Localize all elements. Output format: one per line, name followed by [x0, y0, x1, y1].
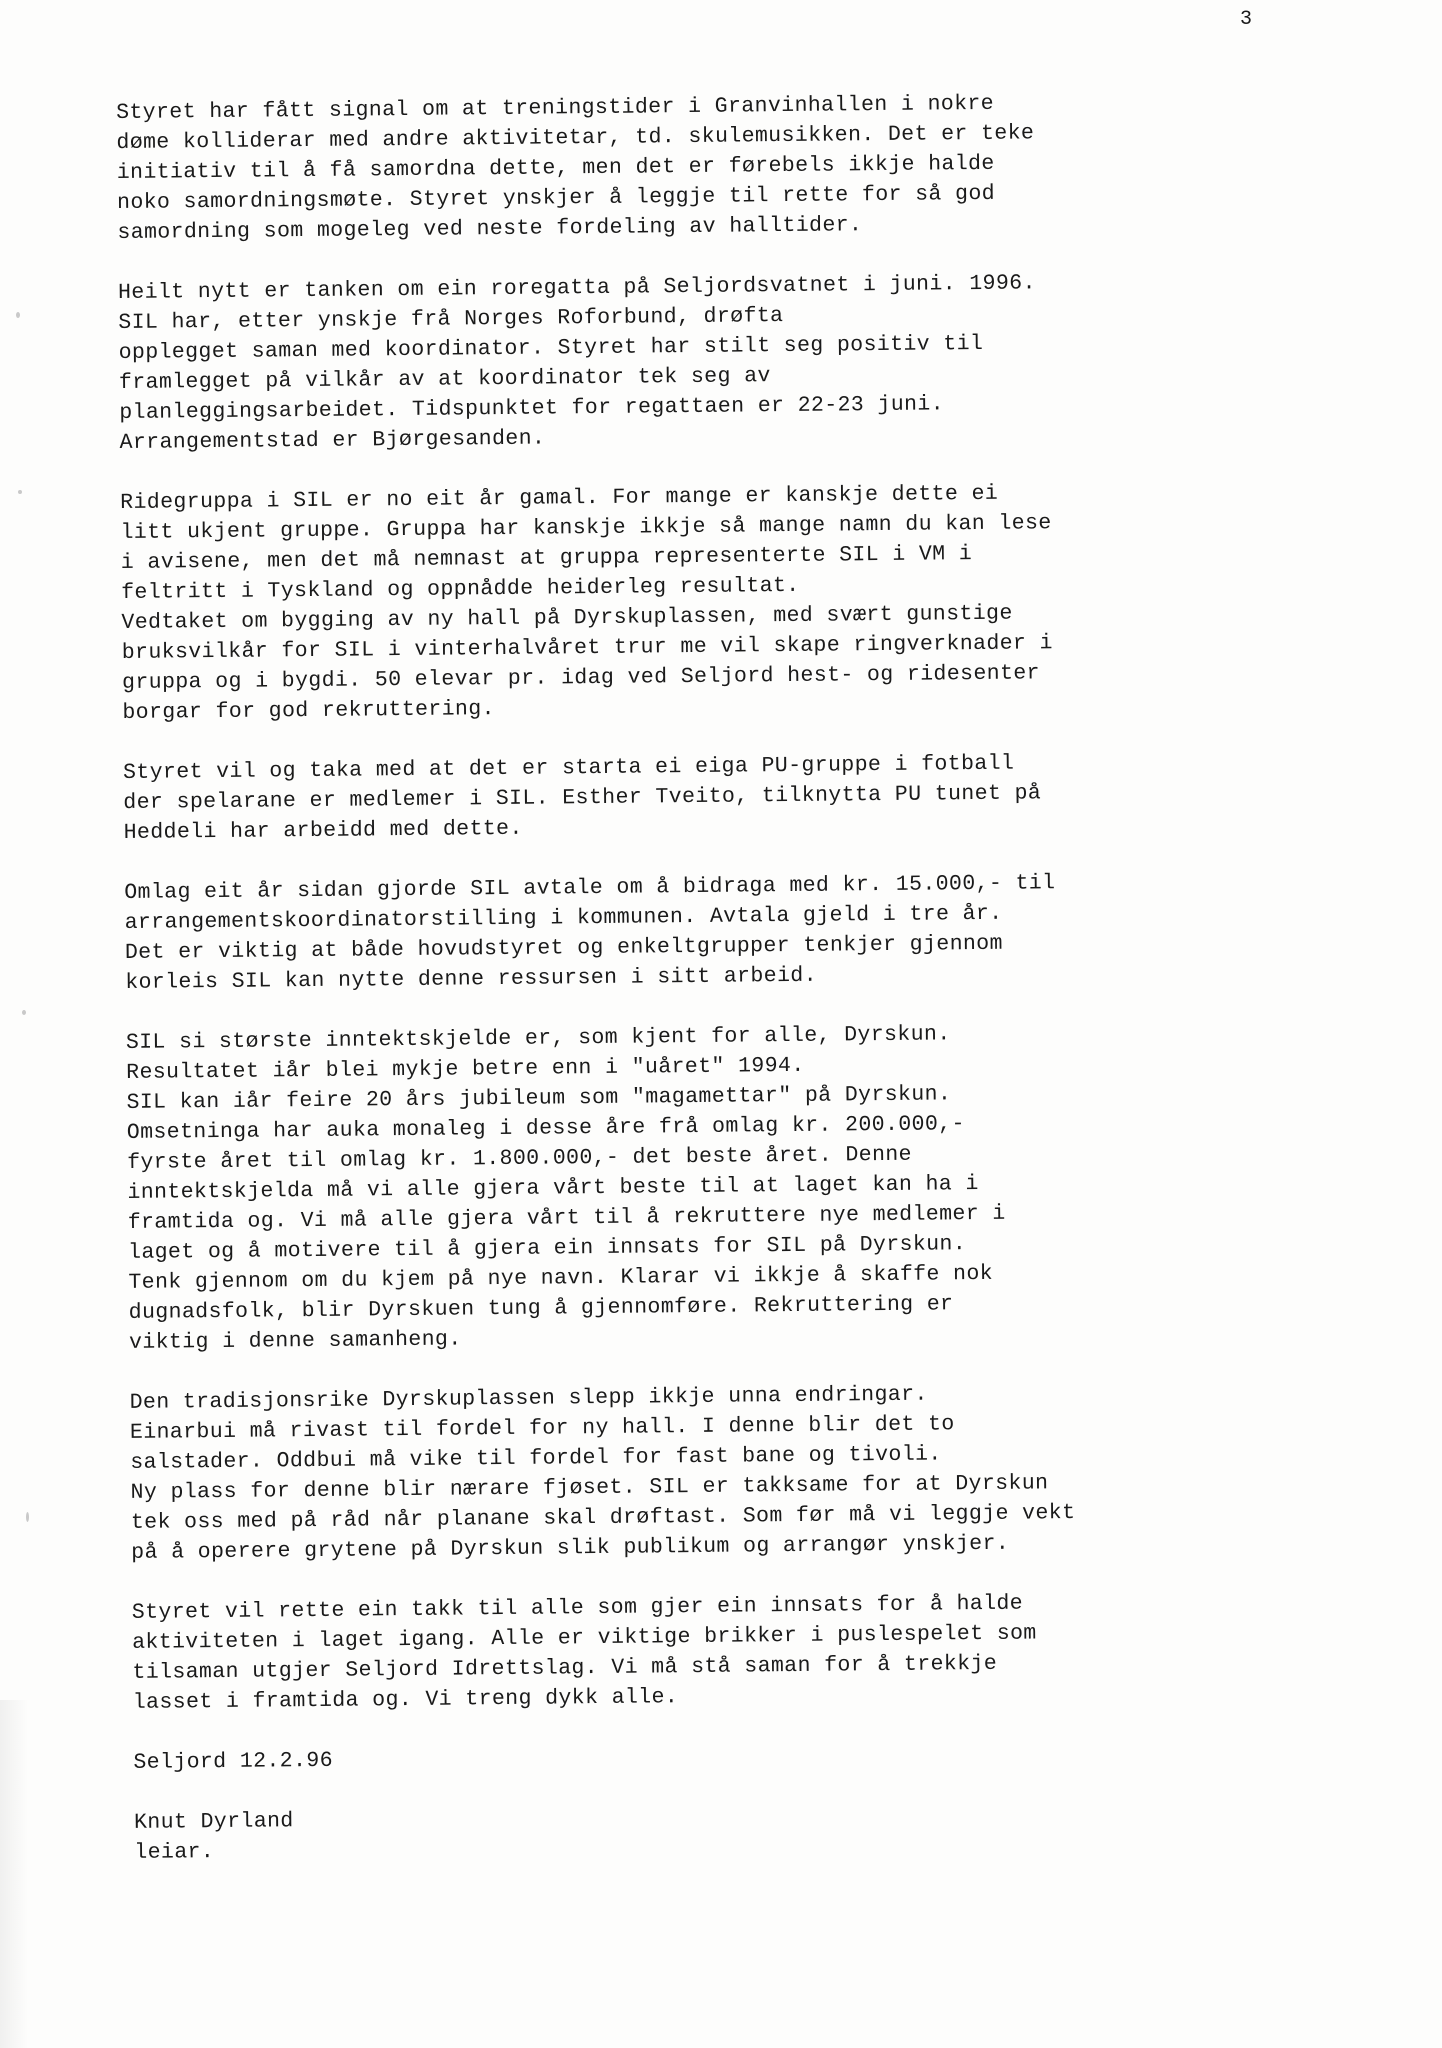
- text-line: Det er viktig at både hovudstyret og enkeltgrupper tenkjer gjennom: [124, 931, 1003, 965]
- page-number: 3: [1240, 8, 1253, 31]
- text-line: på å operere grytene på Dyrskun slik publikum og arrangør ynskjer.: [131, 1531, 1010, 1565]
- scan-speck: [22, 1010, 26, 1015]
- text-line: salstader. Oddbui må vike til fordel for fast bane og tivoli.: [130, 1442, 942, 1475]
- signature-block: [134, 1797, 1215, 1868]
- text-line: Arrangementstad er Bjørgesanden.: [119, 426, 546, 455]
- text-line: samordning som mogeleg ved neste fordeling av halltider.: [117, 213, 863, 245]
- text-line: viktig i denne samanheng.: [128, 1327, 462, 1355]
- place-date-text: Seljord 12.2.96: [133, 1748, 334, 1775]
- text-line: SIL si største inntektskjelde er, som kjent for alle, Dyrskun.: [125, 1022, 951, 1055]
- text-line: Styret har fått signal om at treningstider i Granvinhallen i nokre: [116, 91, 995, 125]
- text-line: Heilt nytt er tanken om ein roregatta på Seljordsvatnet i juni. 1996.: [117, 271, 1036, 305]
- scan-speck: [18, 490, 22, 494]
- text-line: SIL har, etter ynskje frå Norges Roforbund, drøfta: [118, 304, 784, 335]
- text-line: Omlag eit år sidan gjorde SIL avtale om å bidraga med kr. 15.000,- til: [124, 871, 1056, 905]
- text-line: gruppa og i bygdi. 50 elevar pr. idag ved Seljord hest- og ridesenter: [122, 661, 1041, 695]
- text-line: Tenk gjennom om du kjem på nye navn. Klarar vi ikkje å skaffe nok: [128, 1261, 994, 1295]
- text-line: fyrste året til omlag kr. 1.800.000,- det beste året. Denne: [127, 1142, 913, 1175]
- text-line: dugnadsfolk, blir Dyrskuen tung å gjennomføre. Rekruttering er: [128, 1292, 954, 1325]
- text-line: initiativ til å få samordna dette, men det er førebels ikkje halde: [116, 151, 995, 185]
- text-line: tek oss med på råd når planane skal drøftast. Som før må vi leggje vekt: [130, 1501, 1076, 1535]
- paragraph-training-times: [116, 87, 1198, 248]
- text-line: Einarbui må rivast til fordel for ny hall. I denne blir det to: [129, 1412, 955, 1445]
- paragraph-coordinator-agreement: [124, 867, 1205, 998]
- text-line: Resultatet iår blei mykje betre enn i "uåret" 1994.: [126, 1053, 805, 1085]
- text-line: inntektskjelda må vi alle gjera vårt beste til at laget kan ha i: [127, 1172, 979, 1205]
- text-line: noko samordningsmøte. Styret ynskjer å leggje til rette for så god: [116, 181, 996, 215]
- scan-speck: [16, 312, 20, 318]
- text-line: SIL kan iår feire 20 års jubileum som "magamettar" på Dyrskun.: [126, 1082, 952, 1115]
- place-date: [133, 1737, 1213, 1778]
- text-line: Styret vil rette ein takk til alle som gjer ein innsats for å halde: [131, 1591, 1024, 1625]
- text-line: tilsaman utgjer Seljord Idrettslag. Vi må stå saman for å trekkje: [132, 1651, 998, 1685]
- paragraph-thanks: [132, 1587, 1213, 1718]
- text-line: opplegget saman med koordinator. Styret har stilt seg positiv til: [118, 331, 984, 365]
- paragraph-regatta: [118, 267, 1200, 458]
- text-line: litt ukjent gruppe. Gruppa har kanskje ikkje så mange namn du kan lese: [120, 511, 1052, 545]
- text-line: lasset i framtida og. Vi treng dykk alle.: [132, 1685, 679, 1715]
- paragraph-pu-group: [123, 747, 1204, 848]
- text-line: borgar for god rekruttering.: [122, 697, 496, 725]
- paragraph-riding-group: [120, 477, 1202, 728]
- scan-speck: [26, 1512, 29, 1522]
- text-line: Vedtaket om bygging av ny hall på Dyrskuplassen, med svært gunstige: [121, 601, 1013, 635]
- text-line: der spelarane er medlemer i SIL. Esther Tveito, tilknytta PU tunet på: [123, 781, 1042, 815]
- text-line: korleis SIL kan nytte denne ressursen i sitt arbeid.: [125, 963, 818, 995]
- text-line: Heddeli har arbeidd med dette.: [123, 816, 523, 845]
- text-line: framtida og. Vi må alle gjera vårt til å rekruttere nye medlemer i: [127, 1201, 1006, 1235]
- paragraph-dyrskun-income: [126, 1017, 1209, 1358]
- text-line: aktiviteten i laget igang. Alle er viktige brikker i puslespelet som: [132, 1621, 1037, 1655]
- text-line: arrangementskoordinatorstilling i kommunen. Avtala gjeld i tre år.: [124, 901, 1003, 935]
- text-line: Styret vil og taka med at det er starta ei eiga PU-gruppe i fotball: [122, 751, 1015, 785]
- text-line: bruksvilkår for SIL i vinterhalvåret trur me vil skape ringverknader i: [121, 631, 1054, 665]
- text-line: Ridegruppa i SIL er no eit år gamal. For mange er kanskje dette ei: [120, 481, 999, 515]
- letter-body: [116, 87, 1215, 1898]
- paragraph-dyrskuplassen: [130, 1377, 1212, 1568]
- text-line: i avisene, men det må nemnast at gruppa representerte SIL i VM i: [120, 542, 973, 575]
- text-line: planleggingsarbeidet. Tidspunktet for regattaen er 22-23 juni.: [119, 392, 945, 425]
- signature-title: leiar.: [134, 1840, 215, 1865]
- signature-name: Knut Dyrland: [133, 1809, 294, 1835]
- text-line: Ny plass for denne blir nærare fjøset. SIL er takksame for at Dyrskun: [130, 1471, 1049, 1505]
- scan-edge-shadow: [0, 1700, 28, 2048]
- text-line: feltritt i Tyskland og oppnådde heiderleg resultat.: [121, 573, 800, 605]
- text-line: Den tradisjonsrike Dyrskuplassen slepp ikkje unna endringar.: [129, 1382, 928, 1415]
- text-line: laget og å motivere til å gjera ein innsats for SIL på Dyrskun.: [127, 1232, 967, 1265]
- text-line: døme kolliderar med andre aktivitetar, td. skulemusikken. Det er teke: [116, 121, 1035, 155]
- text-line: Omsetninga har auka monaleg i desse åre frå omlag kr. 200.000,-: [126, 1112, 965, 1145]
- text-line: framlegget på vilkår av at koordinator tek seg av: [118, 364, 771, 395]
